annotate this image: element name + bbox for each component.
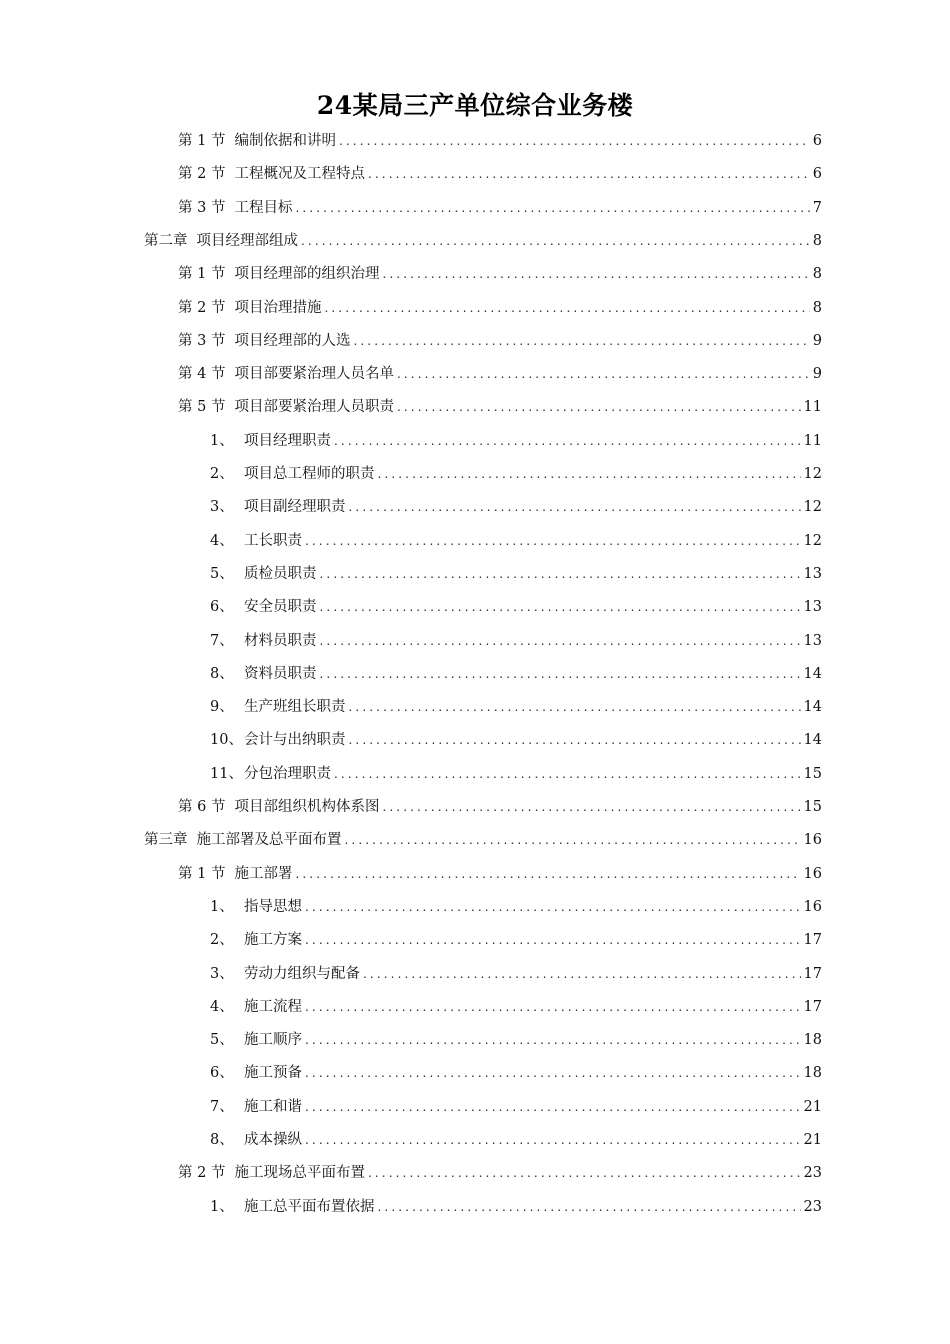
toc-entry-title: 项目经理部的人选 xyxy=(234,332,351,349)
toc-entry[interactable] xyxy=(210,591,822,624)
toc-entry[interactable] xyxy=(210,458,822,491)
toc-entry[interactable] xyxy=(178,192,822,225)
toc-entry-title: 劳动力组织与配备 xyxy=(244,965,360,982)
toc-entry[interactable] xyxy=(178,158,822,191)
toc-entry[interactable] xyxy=(210,425,822,458)
toc-dot-leader xyxy=(353,325,809,358)
toc-entry-number: 6、 xyxy=(210,599,234,616)
toc-entry-page-number: 13 xyxy=(803,599,822,616)
toc-dot-leader xyxy=(301,225,810,258)
toc-dot-leader xyxy=(363,958,801,991)
toc-entry[interactable] xyxy=(178,791,822,824)
toc-dot-leader xyxy=(305,1057,801,1090)
toc-entry[interactable] xyxy=(210,625,822,658)
toc-entry-page-number: 12 xyxy=(803,466,822,482)
toc-entry-title: 安全员职责 xyxy=(244,599,317,616)
toc-entry-page-number: 11 xyxy=(803,399,822,416)
toc-entry-number: 10、 xyxy=(210,732,243,749)
toc-dot-leader xyxy=(345,824,801,857)
toc-entry[interactable] xyxy=(178,292,822,325)
toc-entry-title: 施工预备 xyxy=(244,1065,302,1082)
toc-entry[interactable] xyxy=(210,891,822,924)
toc-entry-title: 编制依据和讲明 xyxy=(234,133,336,149)
toc-entry[interactable] xyxy=(210,724,822,757)
toc-entry[interactable] xyxy=(210,1024,822,1057)
toc-dot-leader xyxy=(349,724,801,757)
toc-entry-number: 第 6 节 xyxy=(178,799,226,815)
toc-entry-number: 5、 xyxy=(210,565,234,582)
toc-entry-number: 11、 xyxy=(210,765,243,782)
toc-entry-title: 工长职责 xyxy=(244,532,302,549)
toc-entry-page-number: 18 xyxy=(803,1032,822,1049)
toc-entry-page-number: 14 xyxy=(803,665,822,682)
toc-entry-page-number: 12 xyxy=(803,499,822,516)
toc-entry[interactable] xyxy=(178,358,822,391)
toc-entry-page-number: 23 xyxy=(803,1165,822,1182)
toc-entry-title: 材料员职责 xyxy=(244,632,317,649)
toc-dot-leader xyxy=(320,658,801,691)
toc-entry-title: 施工总平面布置依据 xyxy=(244,1198,375,1215)
toc-entry-number: 3、 xyxy=(210,499,234,516)
toc-dot-leader xyxy=(305,1091,801,1124)
toc-entry-page-number: 9 xyxy=(812,332,822,349)
toc-entry-title: 成本操纵 xyxy=(244,1132,302,1148)
toc-entry-number: 2、 xyxy=(210,932,234,949)
toc-entry-number: 2、 xyxy=(210,466,234,482)
page-title: 24某局三产单位综合业务楼 xyxy=(316,91,634,120)
toc-entry-page-number: 21 xyxy=(803,1098,822,1115)
toc-entry-title: 资料员职责 xyxy=(244,665,317,682)
toc-entry-title: 质检员职责 xyxy=(244,565,317,582)
toc-entry[interactable] xyxy=(144,824,822,857)
toc-entry-number: 第 3 节 xyxy=(178,199,226,216)
toc-entry-title: 项目副经理职责 xyxy=(244,499,346,516)
toc-dot-leader xyxy=(295,192,809,225)
toc-dot-leader xyxy=(305,991,801,1024)
toc-entry-number: 第 5 节 xyxy=(178,399,226,416)
toc-entry-page-number: 7 xyxy=(812,199,822,216)
toc-entry-number: 第 1 节 xyxy=(178,133,226,149)
toc-entry-number: 第 4 节 xyxy=(178,366,226,383)
toc-entry[interactable] xyxy=(210,924,822,957)
toc-entry-title: 施工顺序 xyxy=(244,1032,302,1049)
toc-entry-title: 工程概况及工程特点 xyxy=(234,166,365,183)
toc-entry[interactable] xyxy=(210,1057,822,1090)
toc-entry-number: 7、 xyxy=(210,632,234,649)
toc-entry-page-number: 8 xyxy=(812,232,822,249)
toc-dot-leader xyxy=(305,891,801,924)
toc-entry-page-number: 23 xyxy=(803,1198,822,1215)
toc-entry-number: 第三章 xyxy=(144,832,188,849)
toc-entry[interactable] xyxy=(178,125,822,158)
toc-dot-leader xyxy=(382,791,800,824)
toc-entry[interactable] xyxy=(210,1191,822,1224)
toc-entry-title: 施工方案 xyxy=(244,932,302,949)
toc-entry-title: 项目部要紧治理人员名单 xyxy=(234,366,394,383)
toc-entry-title: 会计与出纳职责 xyxy=(244,732,346,749)
toc-dot-leader xyxy=(382,258,809,291)
toc-entry-page-number: 6 xyxy=(812,133,822,149)
toc-entry-number: 第 3 节 xyxy=(178,332,226,349)
toc-entry-title: 施工和谐 xyxy=(244,1098,302,1115)
toc-entry-page-number: 18 xyxy=(803,1065,822,1082)
toc-dot-leader xyxy=(339,125,810,158)
toc-entry-title: 工程目标 xyxy=(234,199,293,216)
toc-dot-leader xyxy=(324,292,809,325)
toc-entry-number: 1、 xyxy=(210,1198,234,1215)
toc-entry-number: 第 2 节 xyxy=(178,299,226,316)
toc-dot-leader xyxy=(397,358,810,391)
toc-entry-page-number: 12 xyxy=(803,532,822,549)
toc-dot-leader xyxy=(378,1191,801,1224)
toc-entry-number: 第 2 节 xyxy=(178,1165,226,1182)
toc-dot-leader xyxy=(305,1124,801,1157)
toc-dot-leader xyxy=(320,625,801,658)
toc-entry-number: 3、 xyxy=(210,965,234,982)
toc-entry-page-number: 17 xyxy=(803,965,822,982)
toc-entry-number: 第 1 节 xyxy=(178,266,226,283)
toc-entry-page-number: 16 xyxy=(803,898,822,915)
toc-entry[interactable] xyxy=(210,691,822,724)
toc-dot-leader xyxy=(368,1157,801,1190)
toc-entry[interactable] xyxy=(210,1091,822,1124)
toc-entry-number: 4、 xyxy=(210,532,234,549)
toc-entry-page-number: 17 xyxy=(803,998,822,1015)
toc-entry-number: 1、 xyxy=(210,432,234,449)
toc-entry-number: 9、 xyxy=(210,699,234,716)
toc-entry-title: 项目经理职责 xyxy=(244,432,331,449)
toc-entry-title: 指导思想 xyxy=(244,898,302,915)
toc-entry-title: 生产班组长职责 xyxy=(244,699,346,716)
toc-dot-leader xyxy=(305,1024,801,1057)
toc-entry-title: 施工部署 xyxy=(234,865,293,882)
toc-entry-page-number: 14 xyxy=(803,732,822,749)
toc-entry-page-number: 17 xyxy=(803,932,822,949)
toc-entry-page-number: 16 xyxy=(803,832,822,849)
toc-entry-title: 项目总工程师的职责 xyxy=(244,466,375,482)
toc-entry-title: 项目部组织机构体系图 xyxy=(234,799,380,815)
toc-entry-page-number: 9 xyxy=(812,366,822,383)
toc-dot-leader xyxy=(397,391,801,424)
toc-entry-page-number: 14 xyxy=(803,699,822,716)
toc-entry-title: 施工流程 xyxy=(244,998,302,1015)
toc-entry-page-number: 21 xyxy=(803,1132,822,1148)
toc-dot-leader xyxy=(305,525,801,558)
toc-entry[interactable] xyxy=(144,225,822,258)
toc-dot-leader xyxy=(349,491,801,524)
toc-entry-title: 项目部要紧治理人员职责 xyxy=(234,399,394,416)
toc-entry-number: 第 2 节 xyxy=(178,166,226,183)
toc-entry[interactable] xyxy=(178,1157,822,1190)
toc-entry-number: 1、 xyxy=(210,898,234,915)
toc-entry-page-number: 8 xyxy=(812,266,822,283)
toc-entry[interactable] xyxy=(210,958,822,991)
toc-entry[interactable] xyxy=(178,858,822,891)
toc-entry[interactable] xyxy=(178,391,822,424)
toc-entry-title: 项目治理措施 xyxy=(234,299,322,316)
toc-entry-number: 4、 xyxy=(210,998,234,1015)
toc-entry-page-number: 6 xyxy=(812,166,822,183)
toc-dot-leader xyxy=(305,924,801,957)
toc-dot-leader xyxy=(334,425,801,458)
toc-entry[interactable] xyxy=(210,991,822,1024)
toc-entry-number: 6、 xyxy=(210,1065,234,1082)
toc-entry[interactable] xyxy=(178,258,822,291)
toc-entry-number: 8、 xyxy=(210,1132,234,1148)
toc-entry-title: 施工现场总平面布置 xyxy=(234,1165,365,1182)
toc-dot-leader xyxy=(334,758,801,791)
toc-dot-leader xyxy=(368,158,810,191)
toc-dot-leader xyxy=(349,691,801,724)
toc-entry-number: 8、 xyxy=(210,665,234,682)
toc-dot-leader xyxy=(320,591,801,624)
toc-entry-number: 第二章 xyxy=(144,232,188,249)
toc-entry-page-number: 16 xyxy=(803,865,822,882)
toc-entry[interactable] xyxy=(210,658,822,691)
toc-entry-number: 5、 xyxy=(210,1032,234,1049)
toc-entry-page-number: 15 xyxy=(803,799,822,815)
toc-entry-title: 项目经理部的组织治理 xyxy=(234,266,380,283)
toc-entry-page-number: 8 xyxy=(812,299,822,316)
toc-entry[interactable] xyxy=(178,325,822,358)
toc-entry[interactable] xyxy=(210,491,822,524)
toc-entry[interactable] xyxy=(210,1124,822,1157)
toc-entry-title: 施工部署及总平面布置 xyxy=(196,832,342,849)
toc-entry-title: 项目经理部组成 xyxy=(196,232,298,249)
toc-entry-number: 第 1 节 xyxy=(178,865,226,882)
toc-entry-number: 7、 xyxy=(210,1098,234,1115)
toc-entry[interactable] xyxy=(210,558,822,591)
toc-dot-leader xyxy=(320,558,801,591)
toc-entry-page-number: 11 xyxy=(803,432,822,449)
toc-dot-leader xyxy=(378,458,801,491)
toc-entry-title: 分包治理职责 xyxy=(244,765,331,782)
toc-entry[interactable] xyxy=(210,758,822,791)
toc-entry[interactable] xyxy=(210,525,822,558)
toc-entry-page-number: 15 xyxy=(803,765,822,782)
toc-entry-page-number: 13 xyxy=(803,565,822,582)
toc-dot-leader xyxy=(295,858,800,891)
toc-entry-page-number: 13 xyxy=(803,632,822,649)
